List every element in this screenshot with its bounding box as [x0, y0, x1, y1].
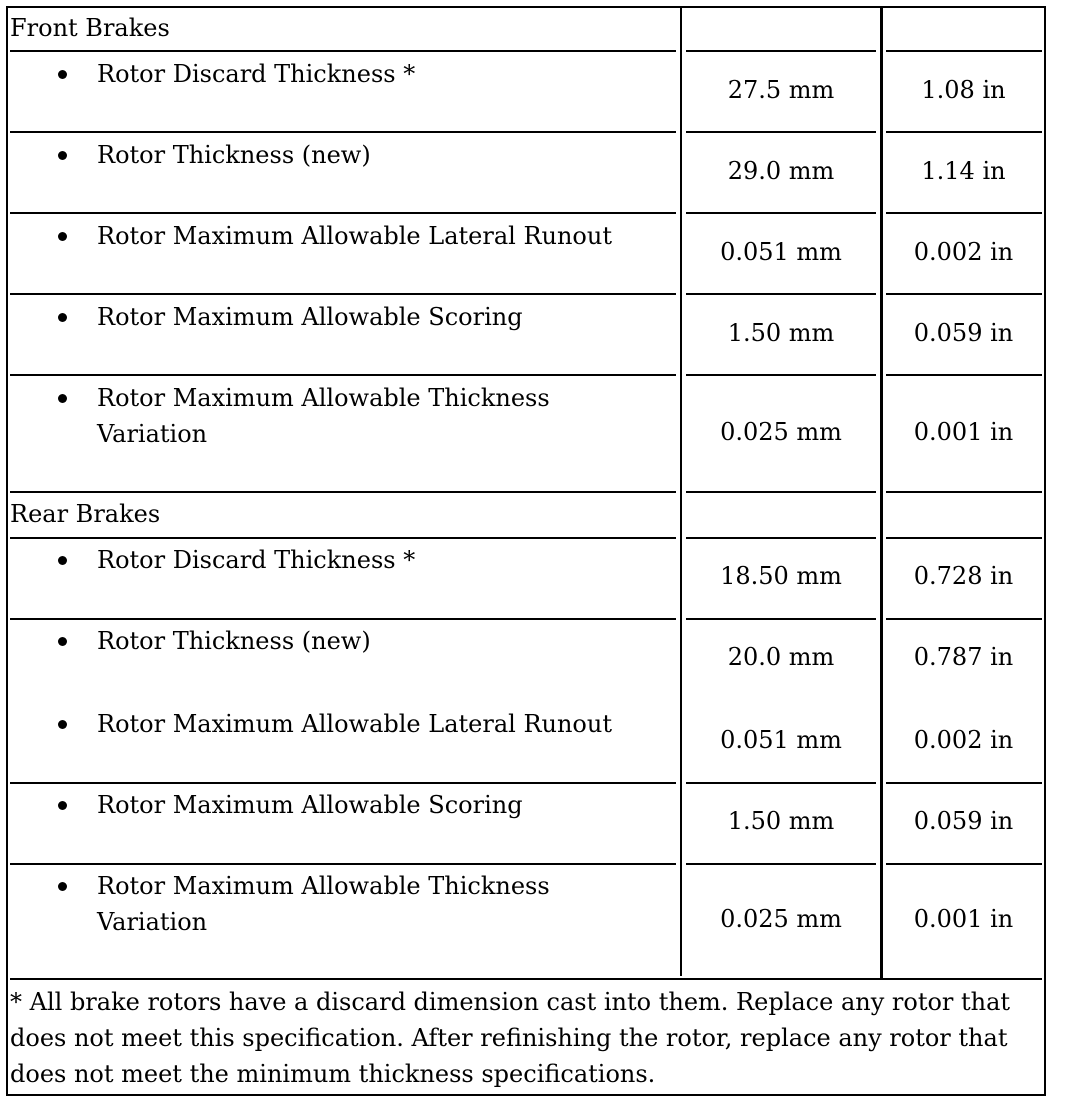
row-divider — [686, 537, 876, 539]
spec-label: Rotor Thickness (new) — [97, 627, 371, 655]
row-divider — [886, 863, 1042, 865]
row-divider — [886, 50, 1042, 52]
row-divider — [886, 131, 1042, 133]
spec-label-line2: Variation — [97, 908, 208, 936]
row-divider — [686, 374, 876, 376]
spec-value-mm: 27.5 mm — [727, 76, 835, 104]
spec-value-in: 0.059 in — [913, 807, 1014, 835]
spec-label: Rotor Discard Thickness * — [97, 546, 416, 574]
footnote-text: * All brake rotors have a discard dimension cast into them. Replace any rotor that does not meet this specification. After refinishing the rotor, replace any rotor that does not meet the minimum thickness specifications. — [10, 988, 1011, 1088]
row-divider — [886, 537, 1042, 539]
bullet-icon — [58, 394, 67, 403]
spec-value-in: 0.002 in — [913, 726, 1014, 754]
bullet-icon — [58, 556, 67, 565]
table-border-right — [1044, 6, 1046, 1096]
row-divider — [10, 374, 676, 376]
spec-value-in: 1.08 in — [921, 76, 1006, 104]
row-divider — [10, 293, 676, 295]
bullet-icon — [58, 232, 67, 241]
bullet-icon — [58, 313, 67, 322]
spec-value-in: 0.059 in — [913, 319, 1014, 347]
bullet-icon — [58, 70, 67, 79]
row-divider — [886, 782, 1042, 784]
spec-label: Rotor Discard Thickness * — [97, 60, 416, 88]
row-divider — [686, 863, 876, 865]
footnote-divider — [10, 978, 1042, 980]
spec-value-mm: 0.025 mm — [720, 905, 842, 933]
table-border-bottom — [6, 1094, 1046, 1096]
row-divider — [886, 212, 1042, 214]
row-divider — [886, 491, 1042, 493]
spec-label: Rotor Maximum Allowable Lateral Runout — [97, 222, 612, 250]
row-divider — [10, 782, 676, 784]
bullet-icon — [58, 151, 67, 160]
spec-value-in: 0.002 in — [913, 238, 1014, 266]
row-divider — [686, 212, 876, 214]
section-title-front: Front Brakes — [10, 14, 170, 42]
spec-label: Rotor Maximum Allowable Scoring — [97, 303, 523, 331]
spec-value-in: 0.787 in — [913, 643, 1014, 671]
spec-value-mm: 29.0 mm — [727, 157, 835, 185]
spec-value-mm: 20.0 mm — [727, 643, 835, 671]
bullet-icon — [58, 720, 67, 729]
bullet-icon — [58, 637, 67, 646]
row-divider — [686, 293, 876, 295]
row-divider — [10, 537, 676, 539]
section-title-rear: Rear Brakes — [10, 500, 161, 528]
row-divider — [10, 212, 676, 214]
row-divider — [10, 491, 676, 493]
spec-value-in: 0.728 in — [913, 562, 1014, 590]
spec-value-in: 0.001 in — [913, 905, 1014, 933]
row-divider — [10, 50, 676, 52]
row-divider — [686, 50, 876, 52]
row-divider — [686, 131, 876, 133]
spec-value-mm: 18.50 mm — [720, 562, 842, 590]
row-divider — [886, 374, 1042, 376]
row-divider — [686, 618, 876, 620]
spec-label: Rotor Maximum Allowable Lateral Runout — [97, 710, 612, 738]
row-divider — [10, 618, 676, 620]
table-border-top — [6, 6, 1046, 8]
spec-label-line1: Rotor Maximum Allowable Thickness — [97, 384, 550, 412]
row-divider — [686, 782, 876, 784]
spec-value-mm: 0.051 mm — [720, 238, 842, 266]
spec-label-line1: Rotor Maximum Allowable Thickness — [97, 872, 550, 900]
spec-value-in: 1.14 in — [921, 157, 1006, 185]
row-divider — [10, 863, 676, 865]
spec-label-line2: Variation — [97, 420, 208, 448]
spec-value-in: 0.001 in — [913, 418, 1014, 446]
spec-label: Rotor Maximum Allowable Scoring — [97, 791, 523, 819]
bullet-icon — [58, 882, 67, 891]
spec-value-mm: 0.051 mm — [720, 726, 842, 754]
row-divider — [686, 491, 876, 493]
spec-label: Rotor Thickness (new) — [97, 141, 371, 169]
row-divider — [886, 618, 1042, 620]
table-border-left — [6, 6, 8, 1096]
spec-value-mm: 1.50 mm — [727, 807, 835, 835]
row-divider — [886, 293, 1042, 295]
spec-value-mm: 1.50 mm — [727, 319, 835, 347]
bullet-icon — [58, 801, 67, 810]
spec-value-mm: 0.025 mm — [720, 418, 842, 446]
row-divider — [10, 131, 676, 133]
